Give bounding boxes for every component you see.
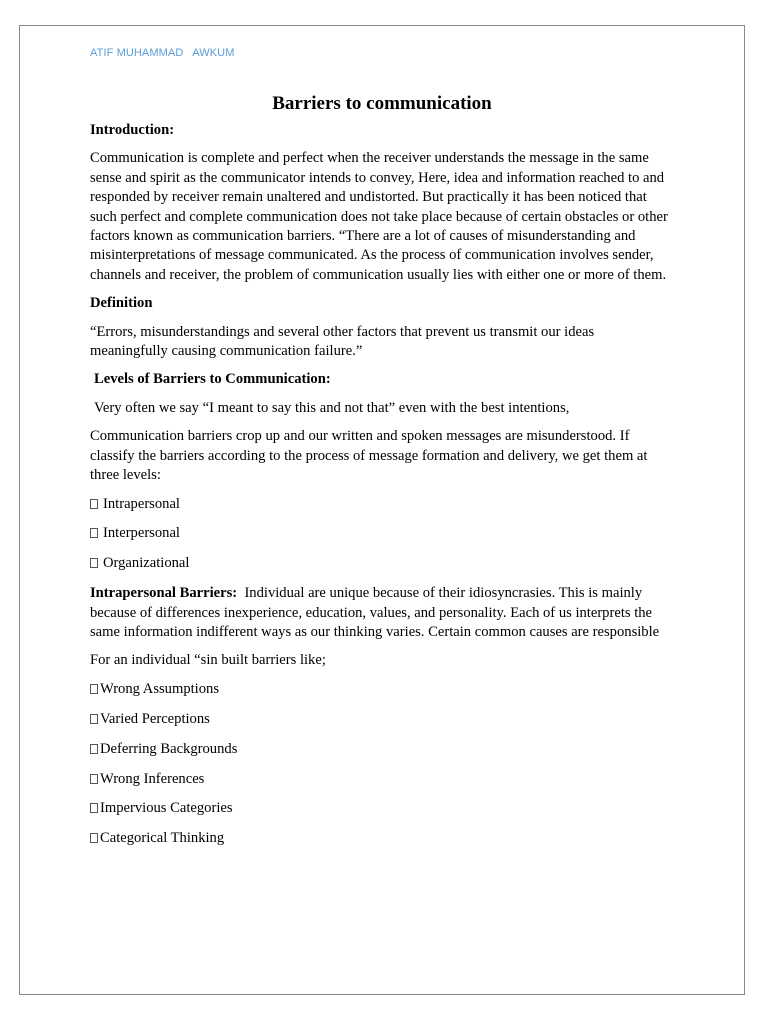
list-item bbox=[90, 680, 674, 699]
barrier-label: Varied Perceptions bbox=[100, 710, 210, 727]
list-item bbox=[90, 829, 674, 848]
document-body bbox=[90, 92, 674, 859]
level-label: Interpersonal bbox=[103, 525, 180, 542]
bullet-box-icon bbox=[90, 558, 98, 568]
levels-heading: Levels of Barriers to Communication: bbox=[94, 371, 331, 388]
header-author: ATIF MUHAMMAD AWKUM bbox=[90, 47, 235, 59]
bullet-box-icon bbox=[90, 499, 98, 509]
intrapersonal-text: Individual are unique because of their idiosyncrasies. This is mainly because of differences inexperience, education, values, and personality. Each of us interprets the same information indifferent ways as our thinking varies. Certain common causes are responsible bbox=[90, 585, 660, 641]
introduction-heading: Introduction: bbox=[90, 122, 175, 138]
list-item bbox=[90, 740, 674, 759]
bullet-box-icon bbox=[90, 528, 98, 538]
bullet-box-icon bbox=[90, 833, 98, 843]
list-item bbox=[90, 710, 674, 729]
bullet-box-icon bbox=[90, 744, 98, 754]
list-item bbox=[90, 495, 674, 514]
barrier-label: Deferring Backgrounds bbox=[100, 740, 238, 757]
levels-paragraph: Communication barriers crop up and our written and spoken messages are misunderstood. If classify the barriers according to the process of message formation and delivery, we get them at three levels: bbox=[90, 428, 648, 484]
bullet-box-icon bbox=[90, 714, 98, 724]
list-item bbox=[90, 799, 674, 818]
barrier-label: Wrong Inferences bbox=[100, 770, 205, 787]
level-label: Organizational bbox=[103, 555, 190, 572]
document-title: Barriers to communication bbox=[272, 93, 492, 114]
bullet-box-icon bbox=[90, 774, 98, 784]
barrier-label: Categorical Thinking bbox=[100, 830, 225, 847]
introduction-paragraph: Communication is complete and perfect when the receiver understands the message in the same sense and spirit as the communicator intends to convey, Here, idea and information reached to and responded by receiver remain unaltered and undistorted. But practically it has been noticed that such perfect and complete communication does not take place because of certain obstacles or other factors known as communication barriers. “There are a lot of causes of misunderstanding and misinterpretations of message communicated. As the process of communication involves sender, channels and receiver, the problem of communication usually lies with either one or more of them. bbox=[90, 150, 668, 283]
bullet-box-icon bbox=[90, 803, 98, 813]
list-item bbox=[90, 770, 674, 789]
barrier-label: Impervious Categories bbox=[100, 800, 233, 817]
definition-paragraph: “Errors, misunderstandings and several other factors that prevent us transmit our ideas meaningfully causing communication failure.” bbox=[90, 323, 595, 360]
individual-intro: For an individual “sin built barriers like; bbox=[90, 652, 326, 669]
definition-heading: Definition bbox=[90, 295, 153, 312]
barrier-label: Wrong Assumptions bbox=[100, 680, 220, 697]
list-item bbox=[90, 554, 674, 573]
level-label: Intrapersonal bbox=[103, 495, 180, 512]
bullet-box-icon bbox=[90, 684, 98, 694]
list-item bbox=[90, 524, 674, 543]
levels-intro: Very often we say “I meant to say this and not that” even with the best intentions, bbox=[94, 399, 570, 416]
intrapersonal-heading: Intrapersonal Barriers: bbox=[90, 585, 238, 602]
intrapersonal-paragraph bbox=[90, 584, 674, 642]
